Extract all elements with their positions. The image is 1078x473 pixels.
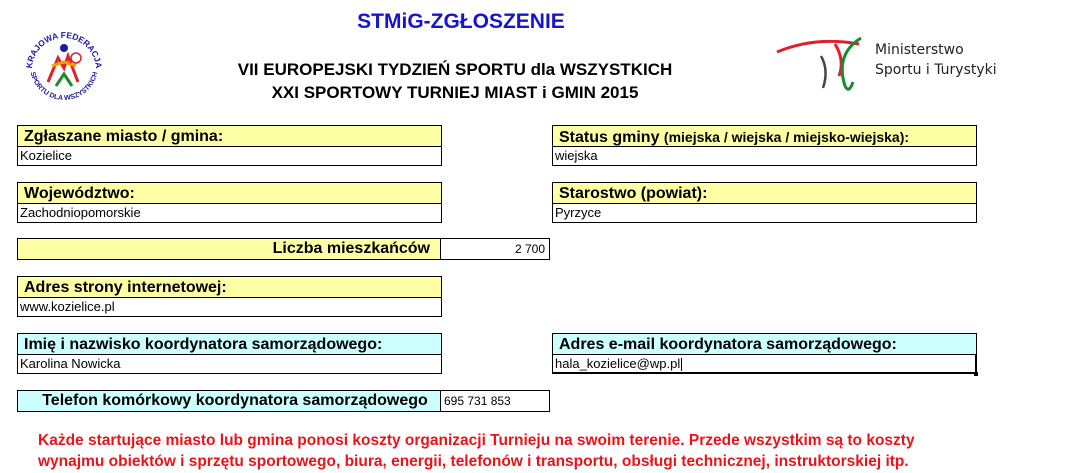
coordinator-phone-field[interactable]: 695 731 853 <box>444 394 511 408</box>
coordinator-phone-label: Telefon komórkowy koordynatora samorządowego <box>18 391 441 411</box>
cost-note-line1: Każde startujące miasto lub gmina ponosi koszty organizacji Turnieju na swoim terenie. Przede wszystkim są to koszty <box>38 432 915 449</box>
website-label: Adres strony internetowej: <box>17 276 442 298</box>
subtitle-line1: VII EUROPEJSKI TYDZIEŃ SPORTU dla WSZYSTKICH <box>237 60 673 79</box>
voivodeship-field[interactable]: Zachodniopomorskie <box>17 203 442 223</box>
ministry-name-line1: Ministerstwo <box>875 42 964 58</box>
coordinator-name-field[interactable]: Karolina Nowicka <box>17 354 442 374</box>
logo-text-bottom: SPORTU DLA WSZYSTKICH <box>28 71 100 103</box>
status-label <box>552 125 977 147</box>
city-field[interactable]: Kozielice <box>17 146 442 166</box>
website-field[interactable]: www.kozielice.pl <box>17 297 442 317</box>
coordinator-email-value: hala_kozielice@wp.pl <box>555 356 681 371</box>
cost-note <box>38 430 1058 472</box>
county-label: Starostwo (powiat): <box>552 182 977 204</box>
page-title: STMiG-ZGŁOSZENIE <box>357 10 565 33</box>
coordinator-email-label: Adres e-mail koordynatora samorządowego: <box>552 333 977 355</box>
status-label-text: Status gminy <box>559 129 660 146</box>
ministry-logo-icon <box>775 30 867 100</box>
county-field[interactable]: Pyrzyce <box>552 203 977 223</box>
ministry-logo <box>775 30 1015 100</box>
voivodeship-label: Województwo: <box>17 182 442 204</box>
cost-note-line2: wynajmu obiektów i sprzętu sportowego, biura, energii, telefonów i transportu, obsługi technicznej, instruktorskiej itp. <box>38 453 909 470</box>
population-field[interactable]: 2 700 <box>514 242 545 256</box>
logo-text-top: KRAJOWA FEDERACJA <box>23 29 105 69</box>
status-field[interactable]: wiejska <box>552 146 977 166</box>
coordinator-email-field[interactable] <box>552 354 977 374</box>
population-row <box>17 238 550 260</box>
status-label-hint: (miejska / wiejska / miejsko-wiejska): <box>663 129 910 145</box>
population-label: Liczba mieszkańców <box>18 239 441 259</box>
subtitle-line2: XXI SPORTOWY TURNIEJ MIAST i GMIN 2015 <box>271 83 639 102</box>
city-label: Zgłaszane miasto / gmina: <box>17 125 442 147</box>
coordinator-name-label: Imię i nazwisko koordynatora samorządowego: <box>17 333 442 355</box>
text-cursor <box>681 358 682 371</box>
ministry-name-line2: Sportu i Turystyki <box>875 62 997 78</box>
cell-fill-handle[interactable] <box>974 372 978 376</box>
coordinator-phone-row <box>17 390 550 412</box>
